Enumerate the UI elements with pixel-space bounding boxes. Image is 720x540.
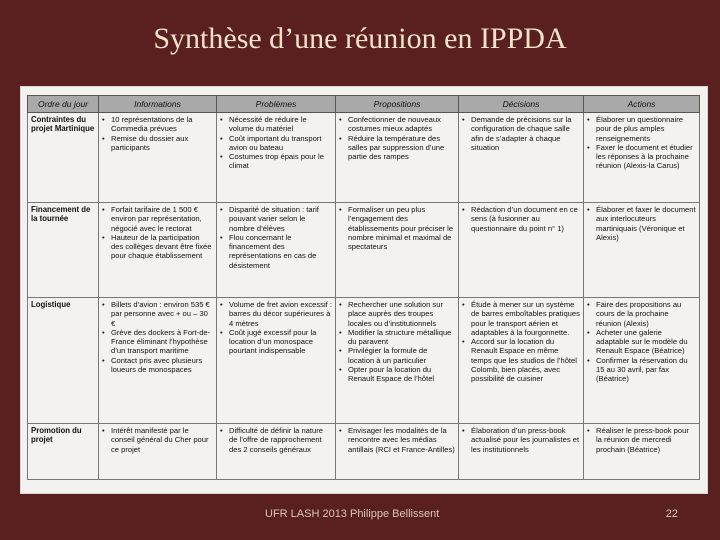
table-cell xyxy=(584,424,700,480)
list-item: • Élaborer et faxer le document aux interlocuteurs martiniquais (Véronique et Alexis) xyxy=(587,205,696,242)
bullet-list xyxy=(220,300,332,356)
list-item: • Rédaction d’un document en ce sens (à fusionner au questionnaire du point n° 1) xyxy=(462,205,580,233)
bullet-list xyxy=(587,115,696,171)
table-cell xyxy=(584,203,700,298)
list-item: • Nécessité de réduire le volume du matériel xyxy=(220,115,332,134)
slide-title: Synthèse d’une réunion en IPPDA xyxy=(153,22,567,55)
table-cell xyxy=(99,298,217,424)
bullet-list xyxy=(102,205,213,261)
table-row xyxy=(28,113,700,203)
agenda-topic: Financement de la tournée xyxy=(28,203,99,298)
list-item: • Grève des dockers à Fort-de-France éliminant l’hypothèse d’un transport maritime xyxy=(102,328,213,356)
list-item: • Envisager les modalités de la rencontre avec les médias antillais (RCI et France-Antilles) xyxy=(339,426,455,454)
list-item: • Modifier la structure métallique du paravent xyxy=(339,328,455,347)
list-item: • Difficulté de définir la nature de l’offre de rapprochement des 2 conseils généraux xyxy=(220,426,332,454)
list-item: • Faxer le document et étudier les réponses à la prochaine réunion (Alexis-la Carus) xyxy=(587,143,696,171)
column-header: Informations xyxy=(99,96,217,113)
column-header: Propositions xyxy=(336,96,459,113)
agenda-topic: Logistique xyxy=(28,298,99,424)
column-header: Actions xyxy=(584,96,700,113)
bullet-list xyxy=(102,300,213,374)
list-item: • Rechercher une solution sur place auprès des troupes locales ou d’institutionnels xyxy=(339,300,455,328)
bullet-list xyxy=(587,205,696,242)
bullet-list xyxy=(102,115,213,152)
bullet-list xyxy=(339,115,455,161)
table-cell xyxy=(336,113,459,203)
table-cell xyxy=(459,298,584,424)
list-item: • Coût important du transport avion ou bateau xyxy=(220,134,332,153)
table-row xyxy=(28,298,700,424)
list-item: • Réduire la température des salles par suppression d’une partie des rampes xyxy=(339,134,455,162)
scanned-table-image xyxy=(20,86,708,494)
bullet-list xyxy=(462,426,580,454)
list-item: • Confirmer la réservation du 15 au 30 avril, par fax (Béatrice) xyxy=(587,356,696,384)
page-number: 22 xyxy=(665,508,678,520)
agenda-topic: Contraintes du projet Martinique xyxy=(28,113,99,203)
agenda-topic: Promotion du projet xyxy=(28,424,99,480)
table-row xyxy=(28,424,700,480)
bullet-list xyxy=(587,426,696,454)
list-item: • Confectionner de nouveaux costumes mieux adaptés xyxy=(339,115,455,134)
list-item: • Formaliser un peu plus l’engagement des établissements pour préciser le nombre minimal et maximal de spectateurs xyxy=(339,205,455,251)
table-cell xyxy=(99,113,217,203)
list-item: • Costumes trop épais pour le climat xyxy=(220,152,332,171)
list-item: • Demande de précisions sur la configuration de chaque salle afin de s’adapter à chaque situation xyxy=(462,115,580,152)
list-item: • Intérêt manifesté par le conseil général du Cher pour ce projet xyxy=(102,426,213,454)
table-cell xyxy=(584,298,700,424)
list-item: • 10 représentations de la Commedia prévues xyxy=(102,115,213,134)
meeting-summary-table xyxy=(27,95,700,480)
list-item: • Volume de fret avion excessif : barres du décor supérieures à 4 mètres xyxy=(220,300,332,328)
table-header-row xyxy=(28,96,700,113)
column-header: Décisions xyxy=(459,96,584,113)
list-item: • Hauteur de la participation des collèges devant être fixée pour chaque établissement xyxy=(102,233,213,261)
table-cell xyxy=(99,424,217,480)
list-item: • Billets d’avion : environ 535 € par personne avec + ou – 30 € xyxy=(102,300,213,328)
bullet-list xyxy=(220,426,332,454)
table-cell xyxy=(336,298,459,424)
table-cell xyxy=(217,113,336,203)
bullet-list xyxy=(339,205,455,251)
table-cell xyxy=(217,424,336,480)
bullet-list xyxy=(462,205,580,233)
column-header: Ordre du jour xyxy=(28,96,99,113)
bullet-list xyxy=(339,426,455,454)
list-item: • Étude à mener sur un système de barres emboîtables pratiques pour le transport aérien et adaptables à la fourgonnette. xyxy=(462,300,580,337)
list-item: • Réaliser le press-book pour la réunion de mercredi prochain (Béatrice) xyxy=(587,426,696,454)
table-cell xyxy=(336,203,459,298)
list-item: • Acheter une galerie adaptable sur le modèle du Renault Espace (Béatrice) xyxy=(587,328,696,356)
list-item: • Faire des propositions au cours de la prochaine réunion (Alexis) xyxy=(587,300,696,328)
list-item: • Élaborer un questionnaire pour de plus amples renseignements xyxy=(587,115,696,143)
table-cell xyxy=(217,203,336,298)
bullet-list xyxy=(220,205,332,270)
list-item: • Forfait tarifaire de 1 500 € environ par représentation, négocié avec le rectorat xyxy=(102,205,213,233)
table-cell xyxy=(459,424,584,480)
list-item: • Privilégier la formule de location à un particulier xyxy=(339,346,455,365)
list-item: • Flou concernant le financement des représentations en cas de désistement xyxy=(220,233,332,270)
footer-credit: UFR LASH 2013 Philippe Bellissent xyxy=(265,508,440,520)
table-cell xyxy=(336,424,459,480)
bullet-list xyxy=(462,115,580,152)
table-cell xyxy=(459,113,584,203)
list-item: • Élaboration d’un press-book actualisé pour les journalistes et les institutionnels xyxy=(462,426,580,454)
bullet-list xyxy=(587,300,696,384)
list-item: • Coût jugé excessif pour la location d’un monospace pourtant indispensable xyxy=(220,328,332,356)
table-cell xyxy=(459,203,584,298)
table-cell xyxy=(99,203,217,298)
list-item: • Contact pris avec plusieurs loueurs de monospaces xyxy=(102,356,213,375)
column-header: Problèmes xyxy=(217,96,336,113)
bullet-list xyxy=(462,300,580,384)
bullet-list xyxy=(102,426,213,454)
table-cell xyxy=(217,298,336,424)
bullet-list xyxy=(220,115,332,171)
table-cell xyxy=(584,113,700,203)
list-item: • Remise du dossier aux participants xyxy=(102,134,213,153)
table-row xyxy=(28,203,700,298)
list-item: • Accord sur la location du Renault Espace en même temps que les studios de l’hôtel Colomb, bien placés, avec possibilité de cuisiner xyxy=(462,337,580,383)
bullet-list xyxy=(339,300,455,384)
list-item: • Disparité de situation : tarif pouvant varier selon le nombre d’élèves xyxy=(220,205,332,233)
list-item: • Opter pour la location du Renault Espace de l’hôtel xyxy=(339,365,455,384)
